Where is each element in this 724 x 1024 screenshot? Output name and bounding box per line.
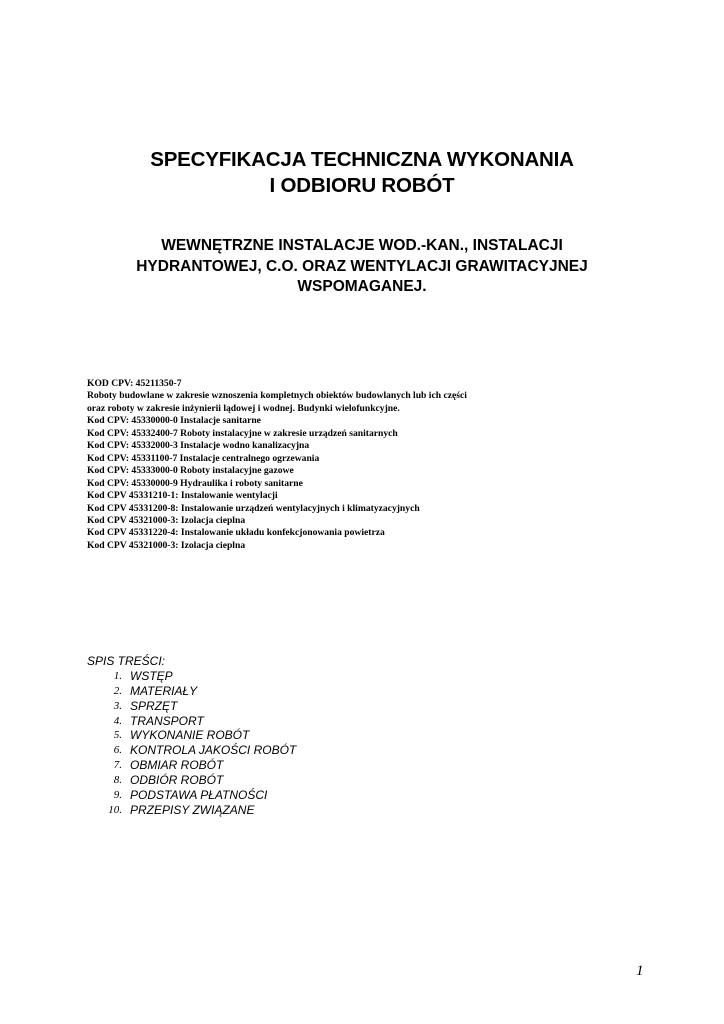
toc-item-number: 1. [113, 669, 122, 682]
cpv-code-line: Kod CPV: 45330000-0 Instalacje sanitarne [87, 415, 261, 427]
toc-item-label: TRANSPORT [130, 713, 204, 728]
cpv-code-line: Kod CPV 45331210-1: Instalowanie wentylacji [87, 490, 278, 502]
subtitle-line-3: WSPOMAGANEJ. [297, 278, 427, 295]
cpv-code-list [87, 378, 467, 552]
toc-item-label: PRZEPISY ZWIĄZANE [130, 802, 255, 817]
toc-item-label: WSTĘP [130, 668, 173, 683]
cpv-code-line: Kod CPV: 45330000-9 Hydraulika i roboty sanitarne [87, 477, 303, 489]
table-of-contents [87, 654, 297, 818]
title-line-1: SPECYFIKACJA TECHNICZNA WYKONANIA [150, 148, 574, 171]
toc-item-number: 8. [113, 774, 122, 787]
toc-item [87, 773, 224, 788]
toc-item-label: WYKONANIE ROBÓT [130, 728, 250, 743]
toc-item [87, 683, 198, 699]
toc-item [87, 802, 255, 818]
cpv-code-line: Kod CPV 45331220-4: Instalowanie układu konfekcjonowania powietrza [87, 527, 385, 539]
toc-item-label: KONTROLA JAKOŚCI ROBÓT [130, 743, 297, 758]
toc-heading: SPIS TREŚCI: [87, 654, 166, 668]
subtitle-line-2: HYDRANTOWEJ, C.O. ORAZ WENTYLACJI GRAWITACYJNEJ [136, 257, 588, 275]
cpv-code-line: Kod CPV: 45331100-7 Instalacje centralnego ogrzewania [87, 452, 320, 464]
cpv-code-line: KOD CPV: 45211350-7 [87, 378, 182, 389]
toc-item-label: ODBIÓR ROBÓT [130, 773, 224, 788]
toc-item-number: 6. [113, 744, 122, 757]
cpv-code-line: Kod CPV: 45332000-3 Instalacje wodno kanalizacyjna [87, 440, 310, 452]
toc-item-number: 10. [108, 803, 122, 816]
cpv-code-line: Kod CPV 45331200-8: Instalowanie urządzeń wentylacyjnych i klimatyzacyjnych [87, 502, 420, 514]
cpv-code-line: Roboty budowlane w zakresie wznoszenia kompletnych obiektów budowlanych lub ich części [87, 390, 467, 402]
toc-item-label: PODSTAWA PŁATNOŚCI [130, 788, 268, 803]
toc-item [87, 788, 268, 803]
toc-item [87, 728, 250, 743]
cpv-code-line: Kod CPV: 45333000-0 Roboty instalacyjne gazowe [87, 465, 294, 477]
toc-item-number: 5. [113, 729, 122, 742]
toc-item [87, 743, 297, 758]
toc-item-label: SPRZĘT [130, 698, 178, 713]
cpv-code-line: Kod CPV 45321000-3: Izolacja cieplna [87, 539, 246, 551]
toc-item [87, 668, 173, 684]
toc-list [87, 668, 297, 818]
toc-item-number: 7. [113, 759, 122, 772]
toc-item-number: 9. [113, 789, 122, 802]
cpv-code-line: Kod CPV 45321000-3: Izolacja cieplna [87, 514, 246, 526]
toc-item-label: MATERIAŁY [130, 683, 198, 698]
document-subtitle [0, 236, 724, 298]
toc-item-number: 2. [113, 684, 122, 697]
toc-item-number: 4. [113, 714, 122, 727]
toc-item-label: OBMIAR ROBÓT [130, 758, 224, 773]
document-title [0, 147, 724, 199]
toc-item [87, 713, 204, 729]
subtitle-line-1: WEWNĘTRZNE INSTALACJE WOD.-KAN., INSTALACJI [161, 237, 563, 254]
toc-item [87, 758, 224, 773]
toc-item-number: 3. [113, 699, 122, 712]
title-line-2: I ODBIORU ROBÓT [269, 174, 455, 197]
cpv-code-line: Kod CPV: 45332400-7 Roboty instalacyjne w zakresie urządzeń sanitarnych [87, 427, 398, 439]
page-number: 1 [636, 963, 644, 979]
cpv-code-line: oraz roboty w zakresie inżynierii lądowej i wodnej. Budynki wielofunkcyjne. [87, 402, 400, 414]
toc-item [87, 698, 178, 714]
